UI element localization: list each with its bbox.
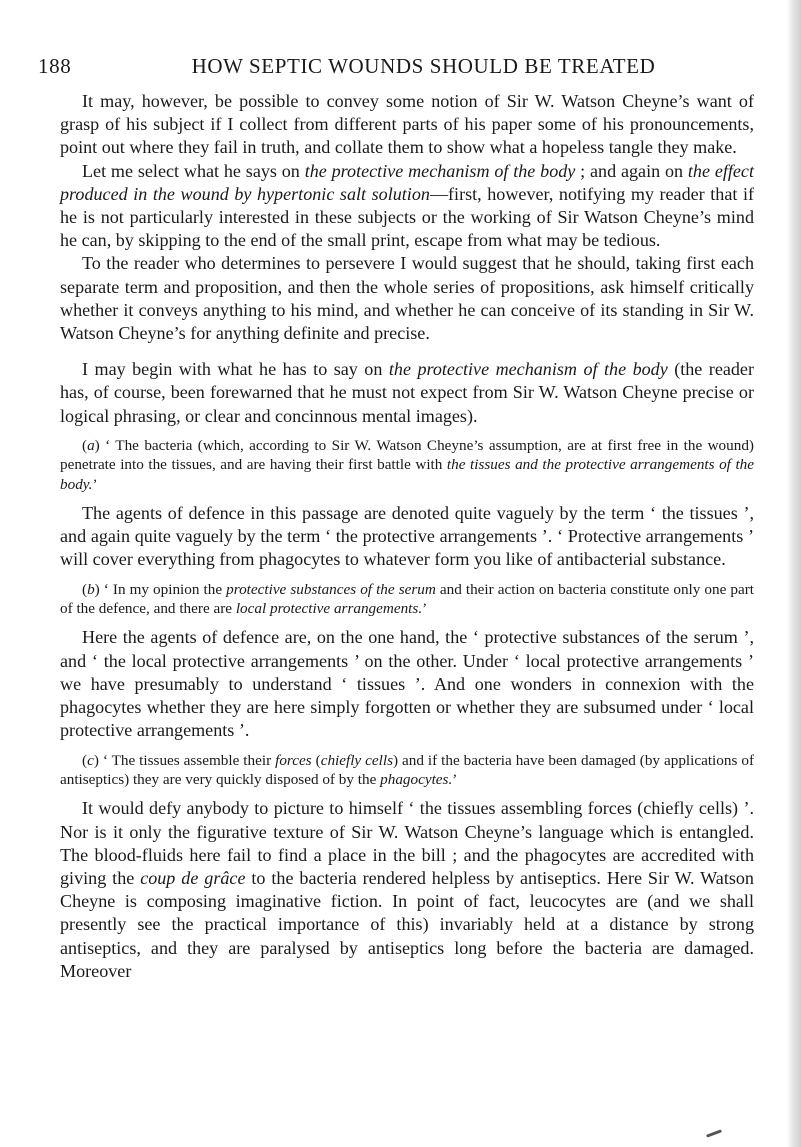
paragraph-4: I may begin with what he has to say on the protective mechanism of the body (the reader has, of course, been forewarned that he must not expect from Sir W. Watson Cheyne precise or logical phrasing, or clear and concinnous mental images). bbox=[60, 359, 754, 426]
page-number: 188 bbox=[38, 54, 72, 78]
quote-c-label: c bbox=[87, 751, 94, 769]
running-head-title: HOW SEPTIC WOUNDS SHOULD BE TREATED bbox=[191, 54, 656, 78]
ink-mark bbox=[706, 1129, 722, 1137]
page-edge-shadow bbox=[787, 0, 801, 1147]
quote-b-label: b bbox=[87, 580, 95, 598]
paragraph-2: Let me select what he says on the protective mechanism of the body ; and again on the effect produced in the wound by hypertonic salt solution—first, however, notifying my reader that if he is not particularly interested in these subjects or the working of Sir Watson Cheyne’s mind he can, by skipping to the end of the small print, escape from what may be tedious. bbox=[60, 160, 754, 251]
paragraph-7: It would defy anybody to picture to himself ‘ the tissues assembling forces (chiefly cells) ’. Nor is it only the figurative texture of Sir W. Watson Cheyne’s language which is entangled. The blood-fluids here fail to find a place in the bill ; and the phagocytes are accredited with giving the coup de grâce to the bacteria rendered helpless by antiseptics. Here Sir W. Watson Cheyne is composing imaginative fiction. In point of fact, leucocytes are (and we shall presently see the practical importance of this) invariably held at a distance by strong antiseptics, and they are paralysed by antiseptics long before the bacteria are damaged. Moreover bbox=[60, 798, 754, 981]
quote-a: (a) ‘ The bacteria (which, according to Sir W. Watson Cheyne’s assumption, are at first free in the wound) penetrate into the tissues, and are having their first battle with the tissues and the protective arrangements of the body.’ bbox=[60, 436, 754, 493]
quote-a-label: a bbox=[87, 436, 95, 454]
quote-c: (c) ‘ The tissues assemble their forces (chiefly cells) and if the bacteria have been damaged (by applications of antiseptics) they are very quickly disposed of by the phagocytes.’ bbox=[60, 751, 754, 788]
paragraph-6: Here the agents of defence are, on the one hand, the ‘ protective substances of the serum ’, and ‘ the local protective arrangements ’ on the other. Under ‘ local protective arrangements ’ we have presumably to understand ‘ tissues ’. And one wonders in connexion with the phagocytes whether they are here simply forgotten or whether they are subsumed under ‘ local protective arrangements ’. bbox=[60, 627, 754, 741]
paragraph-1: It may, however, be possible to convey some notion of Sir W. Watson Cheyne’s want of grasp of his subject if I collect from different parts of his paper some of his pronouncements, point out where they fail in truth, and collate them to show what a hopeless tangle they make. bbox=[60, 91, 754, 158]
paragraph-5: The agents of defence in this passage are denoted quite vaguely by the term ‘ the tissues ’, and again quite vaguely by the term ‘ the protective arrangements ’. ‘ Protective arrangements ’ will cover everything from phagocytes to whatever form you like of antibacterial substance. bbox=[60, 503, 754, 570]
running-header bbox=[38, 54, 757, 82]
paragraph-3: To the reader who determines to persevere I would suggest that he should, taking first each separate term and proposition, and then the whole series of propositions, ask himself critically whether it conveys anything to his mind, and whether he can conceive of its standing in Sir W. Watson Cheyne’s for anything definite and precise. bbox=[60, 253, 754, 344]
quote-b: (b) ‘ In my opinion the protective substances of the serum and their action on bacteria constitute only one part of the defence, and there are local protective arrangements.’ bbox=[60, 580, 755, 618]
page-body bbox=[60, 90, 754, 983]
